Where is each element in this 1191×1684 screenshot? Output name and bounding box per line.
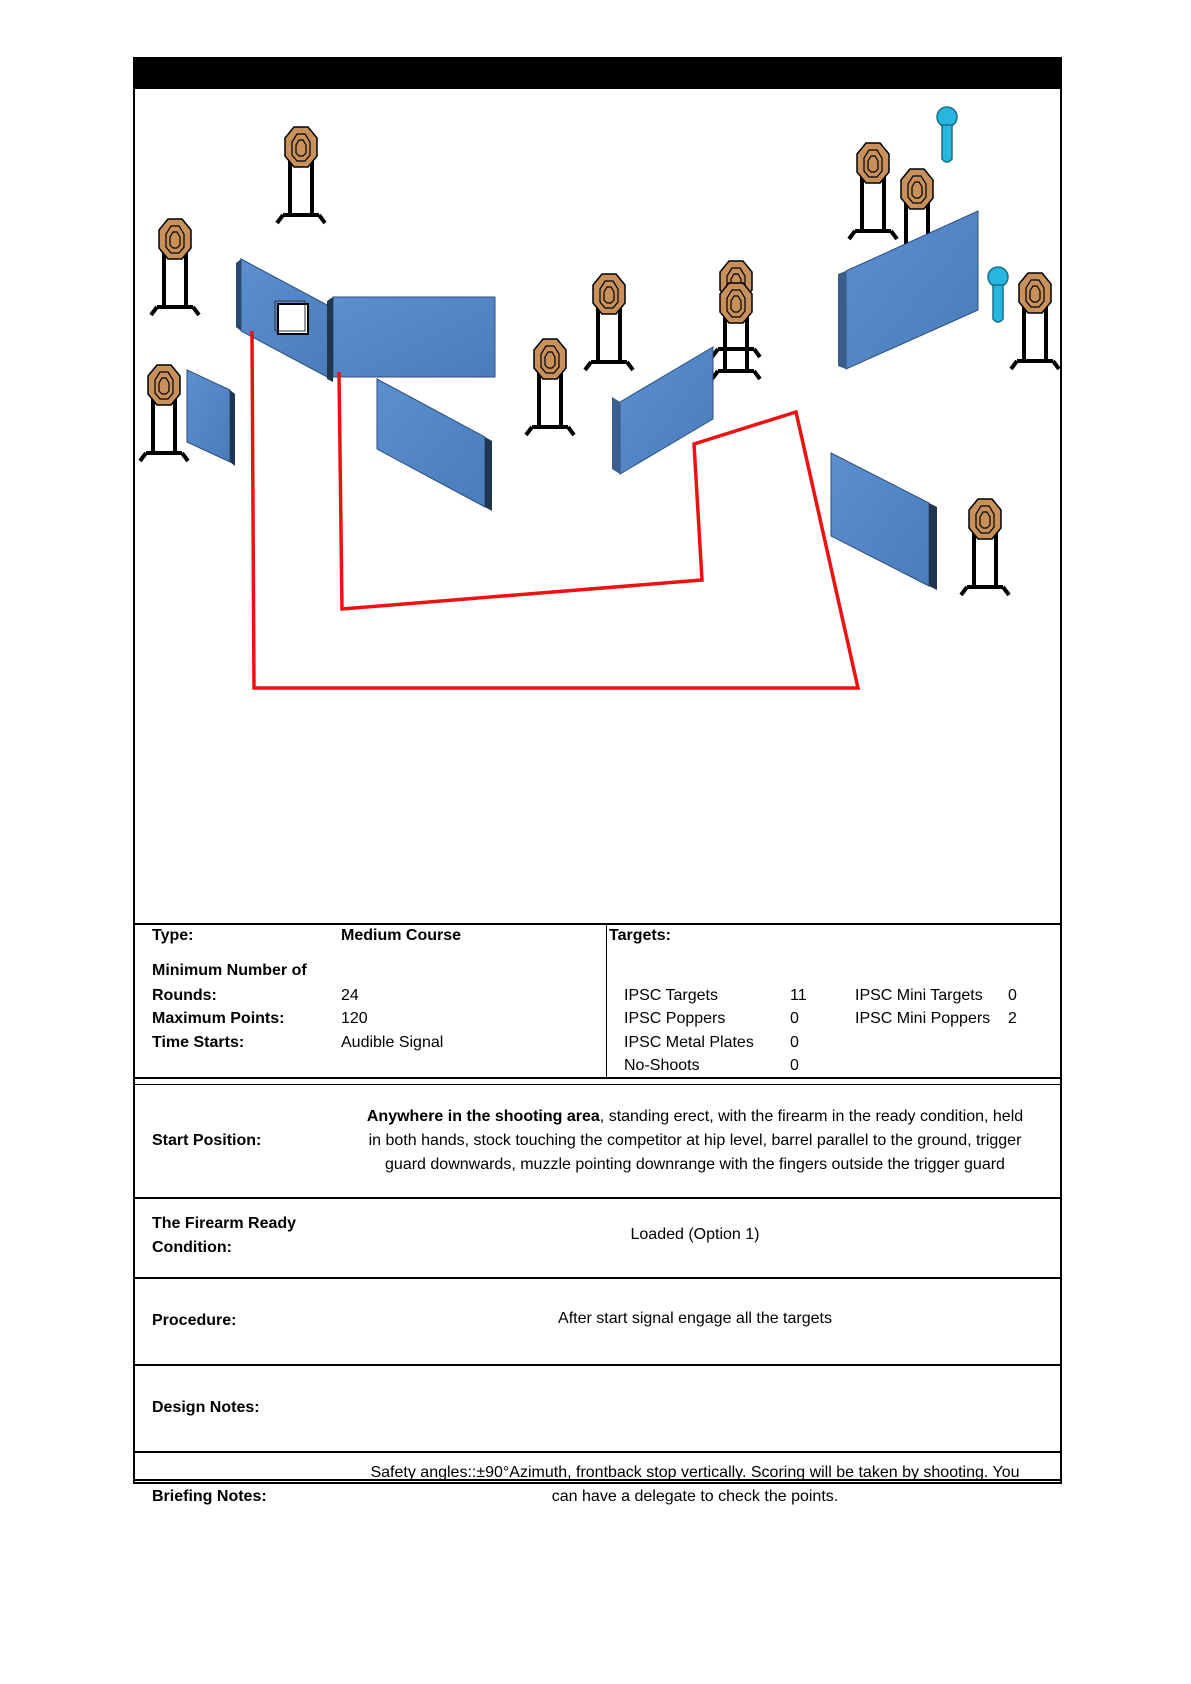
briefing-notes-line: can have a delegate to check the points. — [551, 1488, 839, 1505]
target-type-label: No-Shoots — [624, 1057, 700, 1074]
shooting-area-outline — [252, 331, 858, 688]
target-count: 0 — [790, 1057, 799, 1074]
target-type-label: IPSC Mini Poppers — [855, 1010, 991, 1027]
start-position-line: guard downwards, muzzle pointing downrange with the fingers outside the trigger guard — [385, 1156, 1005, 1173]
procedure-label: Procedure: — [152, 1312, 237, 1329]
procedure-value: After start signal engage all the targets — [558, 1310, 832, 1327]
briefing-notes-label: Briefing Notes: — [152, 1488, 267, 1505]
design-notes-label: Design Notes: — [152, 1399, 260, 1416]
ready-condition-value: Loaded (Option 1) — [630, 1226, 760, 1243]
target-type-label: IPSC Poppers — [624, 1010, 726, 1027]
wall — [236, 259, 331, 379]
divider — [135, 1364, 1060, 1366]
ipsc-target — [277, 127, 325, 223]
target-count: 11 — [790, 987, 807, 1004]
target-count: 0 — [790, 1010, 799, 1027]
ipsc-target — [712, 283, 760, 379]
briefing-notes-text — [330, 1461, 1060, 1509]
mini-popper — [937, 107, 957, 162]
stage-sheet — [133, 57, 1062, 1505]
briefing-notes-line: Safety angles::±90°Azimuth, frontback stop vertically. Scoring will be taken by shooting. You — [370, 1464, 1020, 1481]
min-rounds-label: Minimum Number of — [152, 962, 307, 979]
target-count: 0 — [1008, 987, 1017, 1004]
stage-diagram — [135, 89, 1060, 924]
target-type-label: IPSC Metal Plates — [624, 1034, 754, 1051]
divider — [135, 1084, 1060, 1085]
start-position-text — [330, 1105, 1060, 1177]
mini-popper — [988, 267, 1008, 322]
ipsc-target — [849, 143, 897, 239]
title-bar — [135, 59, 1060, 89]
ipsc-target — [1011, 273, 1059, 369]
wall — [831, 453, 937, 590]
ipsc-target — [526, 339, 574, 435]
time-starts-label: Time Starts: — [152, 1034, 245, 1051]
type-value: Medium Course — [341, 927, 462, 944]
divider — [606, 923, 607, 1079]
max-points-value: 120 — [341, 1010, 368, 1027]
ipsc-target — [140, 365, 188, 461]
wall — [612, 347, 713, 474]
divider — [135, 1451, 1060, 1453]
start-position-line: in both hands, stock touching the competitor at hip level, barrel parallel to the ground, trigger — [368, 1132, 1022, 1149]
target-type-label: IPSC Mini Targets — [855, 987, 983, 1004]
ipsc-target — [961, 499, 1009, 595]
start-position-bold: Anywhere in the shooting area — [366, 1108, 600, 1125]
target-count: 0 — [790, 1034, 799, 1051]
ready-condition-label: The Firearm Ready — [152, 1215, 297, 1232]
wall — [377, 379, 492, 511]
stage-diagram-svg — [135, 89, 1060, 924]
time-starts-value: Audible Signal — [341, 1034, 444, 1051]
divider — [135, 1277, 1060, 1279]
start-position-label: Start Position: — [152, 1132, 262, 1149]
min-rounds-value: 24 — [341, 987, 359, 1004]
type-label: Type: — [152, 927, 194, 944]
wall — [187, 370, 235, 466]
min-rounds-label: Rounds: — [152, 987, 217, 1004]
max-points-label: Maximum Points: — [152, 1010, 285, 1027]
target-type-label: IPSC Targets — [624, 987, 718, 1004]
ipsc-target — [585, 274, 633, 370]
wall — [327, 297, 495, 382]
targets-heading: Targets: — [609, 927, 671, 944]
divider — [135, 1197, 1060, 1199]
ready-condition-label: Condition: — [152, 1239, 232, 1256]
ipsc-target — [151, 219, 199, 315]
divider — [135, 923, 1060, 925]
start-position-line: , standing erect, with the firearm in the ready condition, held — [599, 1108, 1024, 1125]
divider — [135, 1077, 1060, 1079]
target-count: 2 — [1008, 1010, 1017, 1027]
